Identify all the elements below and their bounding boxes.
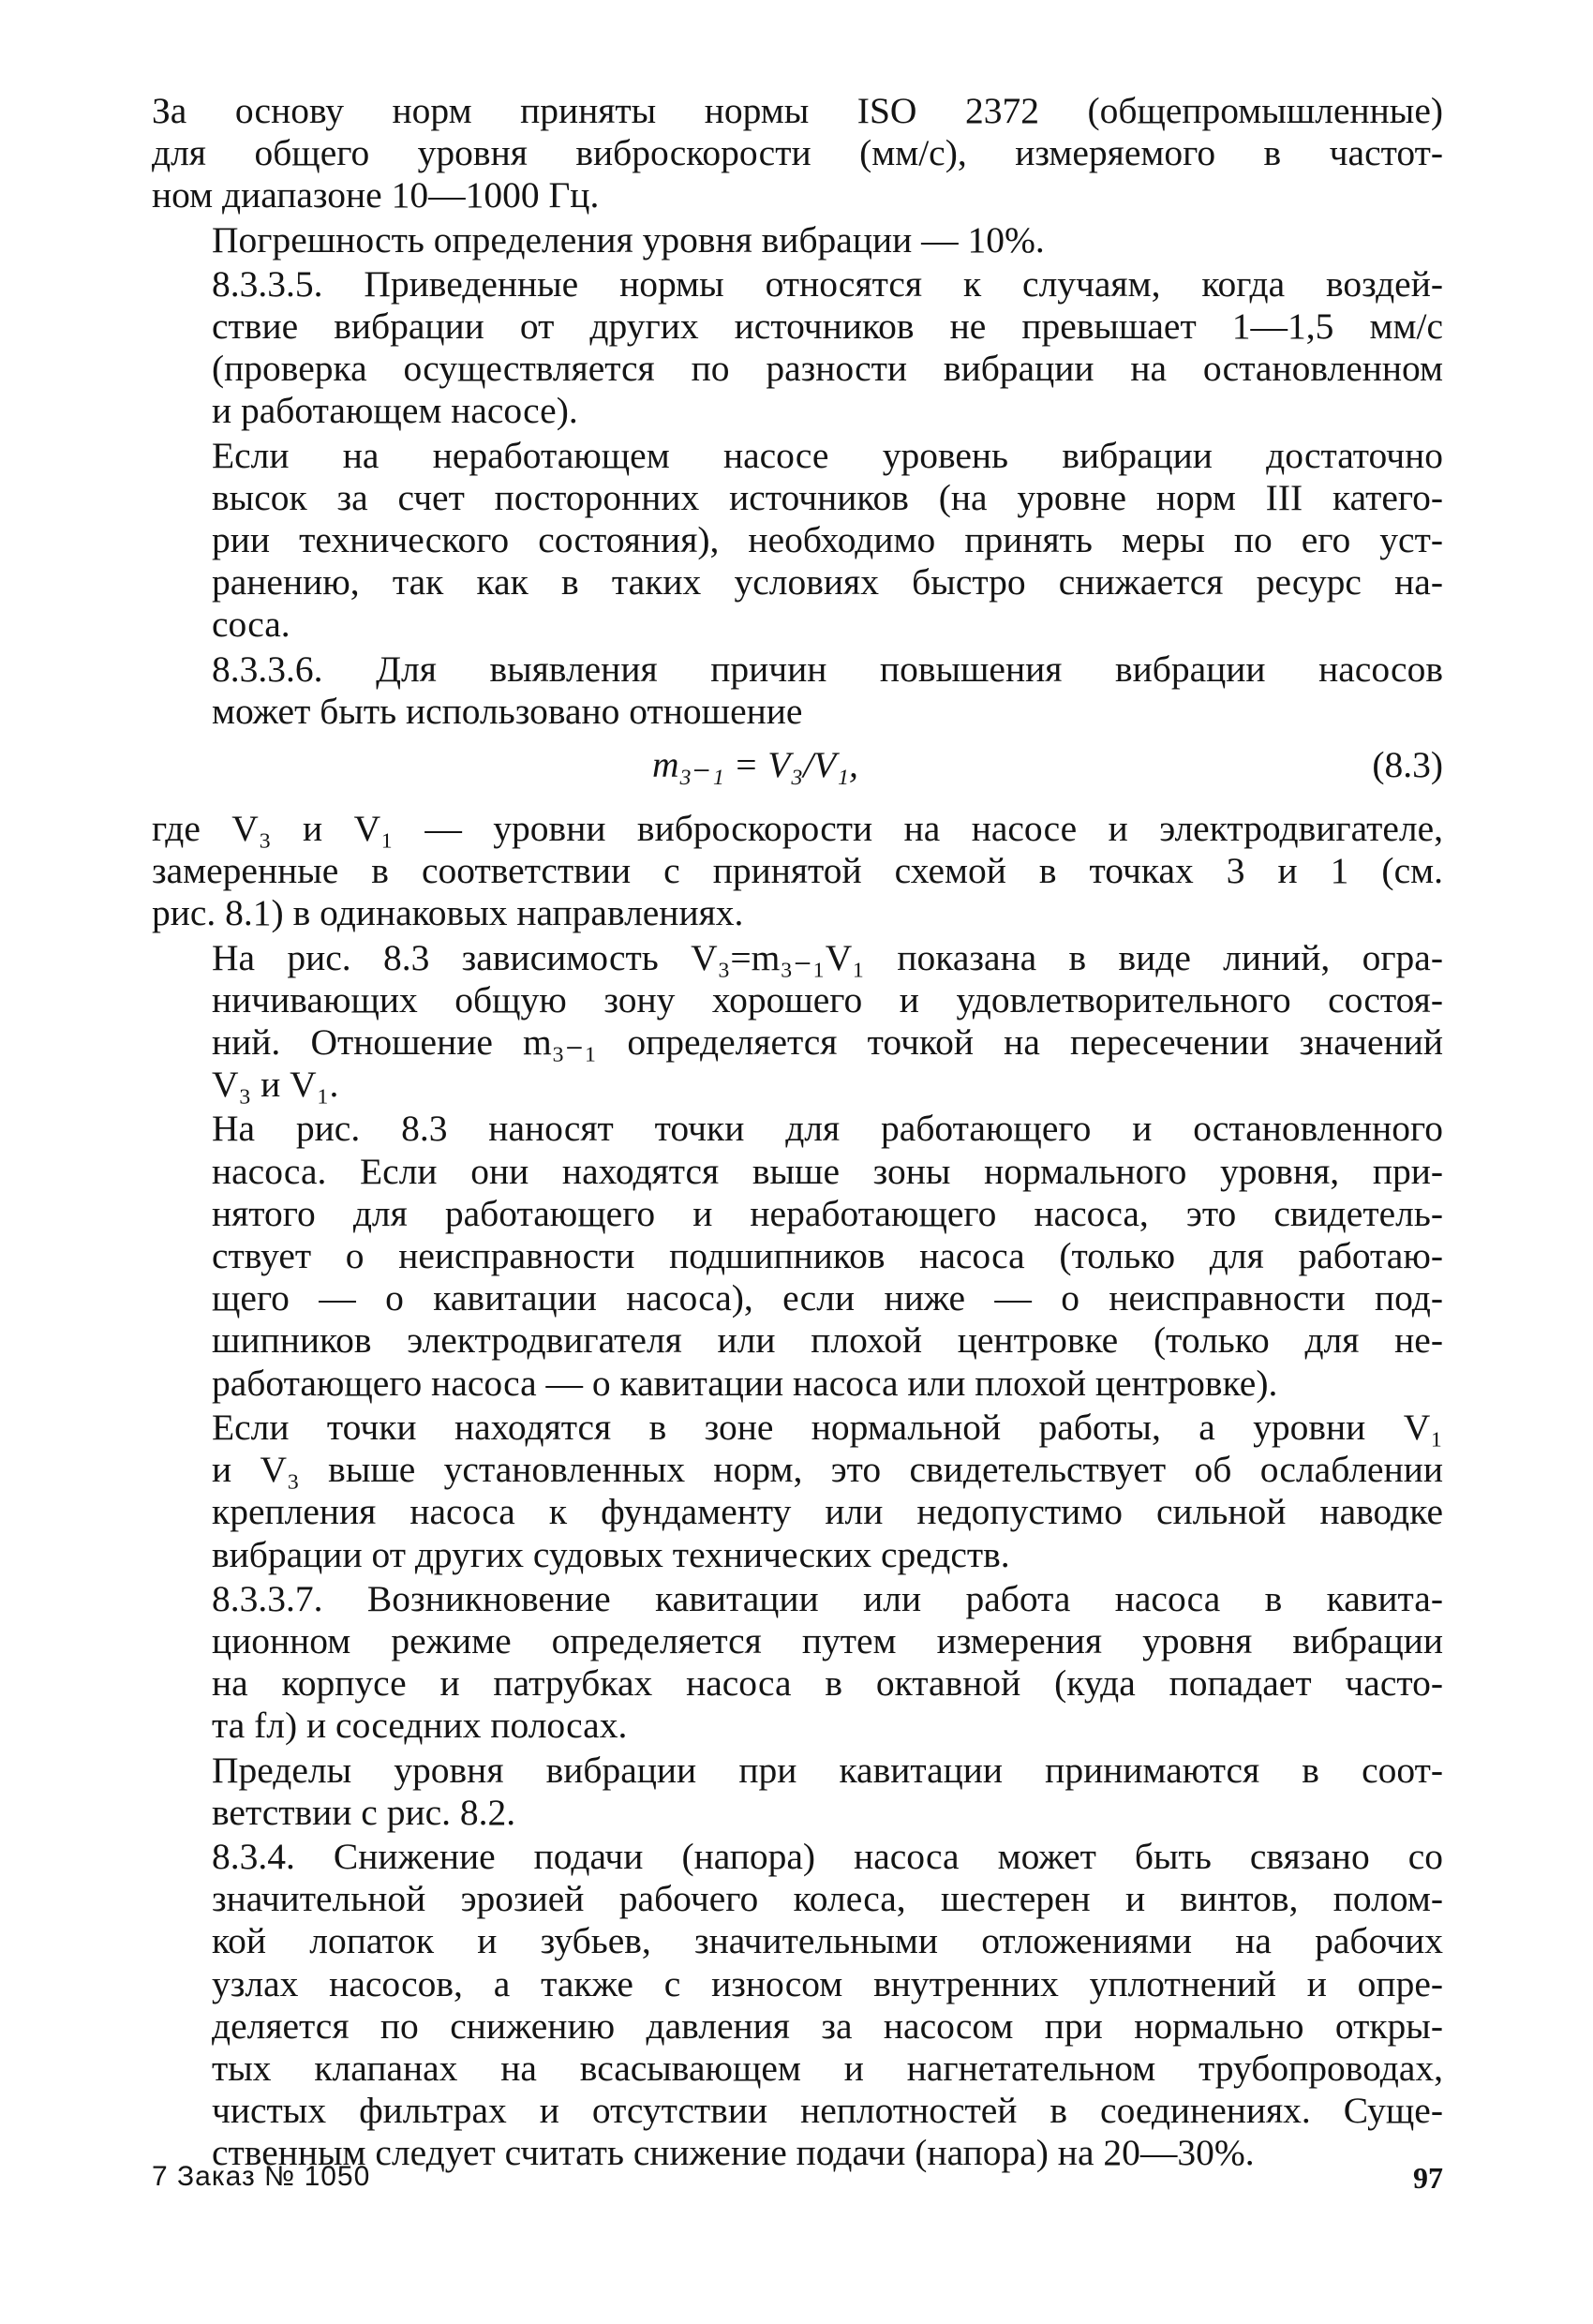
paragraph-8-3-4 xyxy=(152,1836,1443,2175)
text-line: где V₃ и V₁ — уровни виброскорости на насосе и электродвигателе, xyxy=(152,808,1443,850)
text-line: чистых фильтрах и отсутствии неплотностей в соединениях. Суще- xyxy=(212,2090,1443,2132)
text-line: тых клапанах на всасывающем и нагнетательном трубопроводах, xyxy=(212,2047,1443,2089)
text-line: 8.3.3.6. Для выявления причин повышения вибрации насосов xyxy=(212,648,1443,690)
text-line: для общего уровня виброскорости (мм/с), измеряемого в частот- xyxy=(152,132,1443,174)
paragraph-fig-8-3-points xyxy=(152,1108,1443,1404)
text-line: ном диапазоне 10—1000 Гц. xyxy=(152,174,600,216)
text-line: шипников электродвигателя или плохой центровке (только для не- xyxy=(212,1319,1443,1362)
formula-row xyxy=(152,740,1443,798)
text-line: кой лопаток и зубьев, значительными отложениями на рабочих xyxy=(212,1920,1443,1962)
formula-number: (8.3) xyxy=(1372,744,1443,786)
text-line: Погрешность определения уровня вибрации — 10%. xyxy=(212,218,1045,261)
text-line: 8.3.3.5. Приведенные нормы относятся к случаям, когда воздей- xyxy=(212,262,1443,305)
text-line: Пределы уровня вибрации при кавитации принимаются в соот- xyxy=(212,1749,1443,1791)
text-line: Если на неработающем насосе уровень вибрации достаточно xyxy=(212,434,1443,476)
text-line: ранению, так как в таких условиях быстро снижается ресурс на- xyxy=(212,561,1443,603)
text-line: 8.3.3.7. Возникновение кавитации или работа насоса в кавита- xyxy=(212,1577,1443,1619)
text-line: ничивающих общую зону хорошего и удовлетворительного состоя- xyxy=(212,978,1443,1020)
paragraph-8-3-3-5 xyxy=(152,263,1443,433)
paragraph-fig-8-3-dependency xyxy=(152,937,1443,1107)
text-line: вибрации от других судовых технических средств. xyxy=(212,1533,1010,1575)
formula: m₃₋₁ = V₃/V₁, xyxy=(652,744,858,786)
paragraph-error xyxy=(152,219,1443,261)
text-line: значительной эрозией рабочего колеса, шестерен и винтов, полом- xyxy=(212,1878,1443,1920)
text-line: деляется по снижению давления за насосом при нормально откры- xyxy=(212,2004,1443,2047)
body-text xyxy=(152,90,1443,2177)
text-line: рис. 8.1) в одинаковых направлениях. xyxy=(152,892,744,934)
text-line: За основу норм приняты нормы ISO 2372 (общепромышленные) xyxy=(152,90,1443,131)
text-line: ционном режиме определяется путем измерения уровня вибрации xyxy=(212,1619,1443,1661)
text-line: может быть использовано отношение xyxy=(212,690,803,732)
text-line: На рис. 8.3 зависимость V₃=m₃₋₁V₁ показана в виде линий, огра- xyxy=(212,936,1443,978)
paragraph-cavitation-limits xyxy=(152,1750,1443,1834)
paragraph-iso-norms xyxy=(152,90,1443,217)
text-line: (проверка осуществляется по разности вибрации на остановленном xyxy=(212,348,1443,390)
paragraph-8-3-3-6 xyxy=(152,648,1443,733)
text-line: рии технического состояния), необходимо принять меры по его уст- xyxy=(212,519,1443,561)
paragraph-idle-pump xyxy=(152,435,1443,647)
text-line: ственным следует считать снижение подачи (напора) на 20—30%. xyxy=(212,2132,1255,2174)
text-line: на корпусе и патрубках насоса в октавной (куда попадает часто- xyxy=(212,1662,1443,1705)
page-number: 97 xyxy=(1413,2161,1443,2195)
text-line: ствует о неисправности подшипников насоса (только для работаю- xyxy=(212,1235,1443,1277)
text-line: и работающем насосе). xyxy=(212,390,578,432)
text-line: высок за счет посторонних источников (на уровне норм III катего- xyxy=(212,476,1443,518)
text-line: работающего насоса — о кавитации насоса или плохой центровке). xyxy=(212,1362,1278,1404)
paragraph-normal-zone xyxy=(152,1407,1443,1576)
page-footer xyxy=(152,2161,1443,2198)
text-line: нятого для работающего и неработающего насоса, это свидетель- xyxy=(212,1192,1443,1234)
text-line: ветствии с рис. 8.2. xyxy=(212,1791,516,1833)
paragraph-8-3-3-7 xyxy=(152,1578,1443,1748)
text-line: и V₃ выше установленных норм, это свидетельствует об ослаблении xyxy=(212,1449,1443,1491)
text-line: 8.3.4. Снижение подачи (напора) насоса может быть связано со xyxy=(212,1835,1443,1877)
text-line: замеренные в соответствии с принятой схемой в точках 3 и 1 (см. xyxy=(152,850,1443,892)
text-line: соса. xyxy=(212,603,290,646)
text-line: узлах насосов, а также с износом внутренних уплотнений и опре- xyxy=(212,1962,1443,2004)
text-line: крепления насоса к фундаменту или недопустимо сильной наводке xyxy=(212,1491,1443,1533)
text-line: Если точки находятся в зоне нормальной работы, а уровни V₁ xyxy=(212,1406,1443,1448)
text-line: щего — о кавитации насоса), если ниже — о неисправности под- xyxy=(212,1277,1443,1319)
text-line: насоса. Если они находятся выше зоны нормального уровня, при- xyxy=(212,1150,1443,1192)
text-line: На рис. 8.3 наносят точки для работающего и остановленного xyxy=(212,1108,1443,1150)
text-line: ний. Отношение m₃₋₁ определяется точкой на пересечении значений xyxy=(212,1021,1443,1064)
order-number: 7 Заказ № 1050 xyxy=(152,2161,371,2192)
text-line: та fл) и соседних полосах. xyxy=(212,1705,628,1747)
paragraph-where xyxy=(152,808,1443,935)
text-line: V₃ и V₁. xyxy=(212,1064,339,1106)
text-line: ствие вибрации от других источников не превышает 1—1,5 мм/с xyxy=(212,305,1443,348)
